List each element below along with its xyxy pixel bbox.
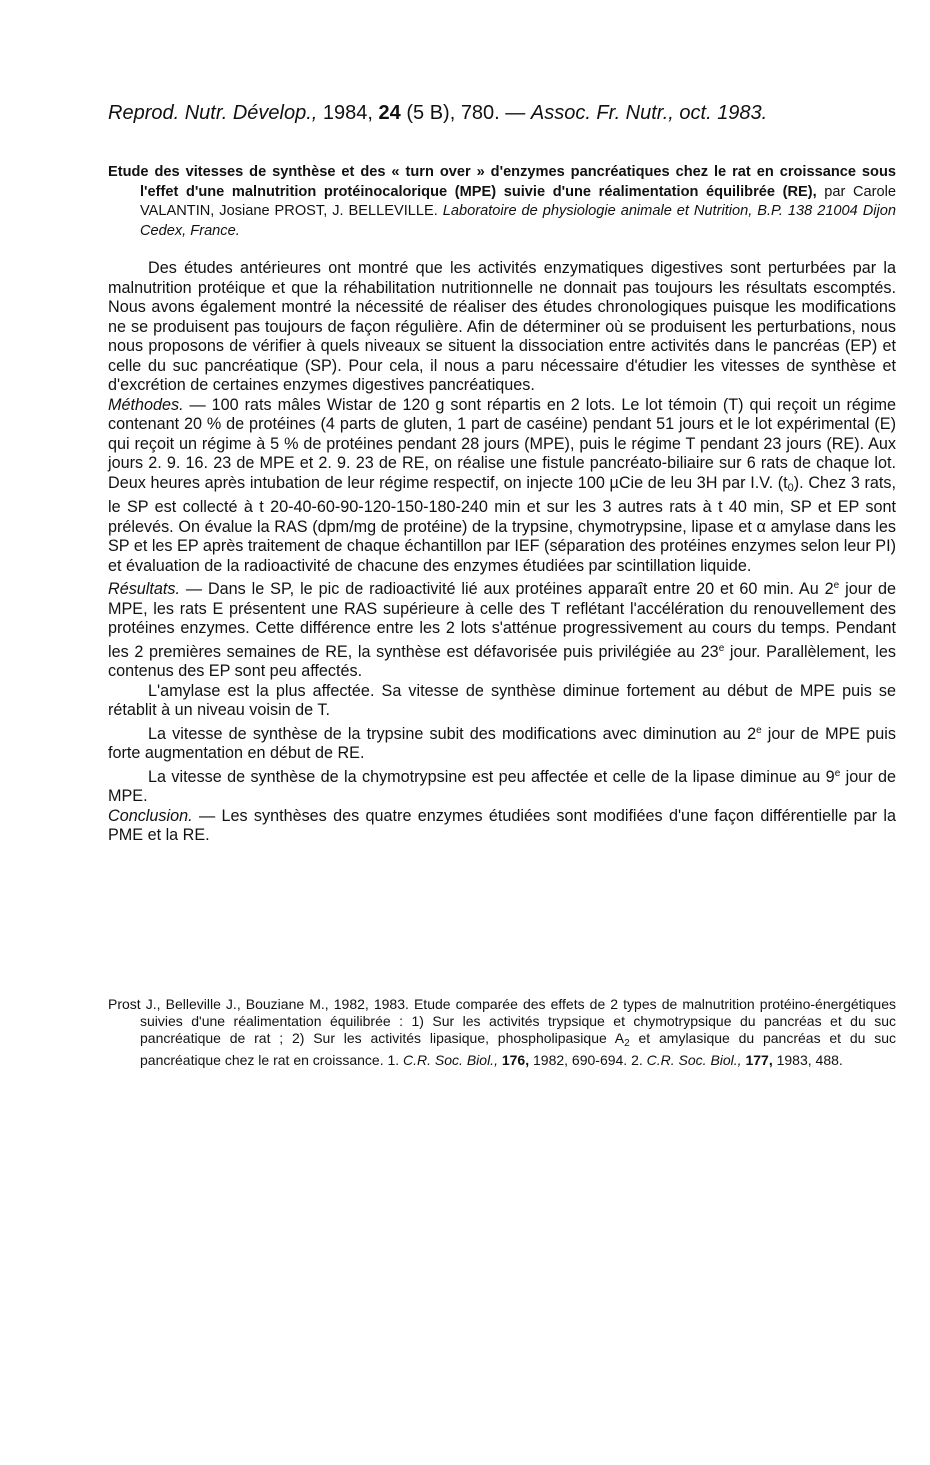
- abstract-authors: par Carole VALANTIN, Josiane PROST, J. BELLEVILLE.: [140, 183, 897, 219]
- ref-subscript: 2: [624, 1038, 630, 1049]
- journal-year: 1984,: [322, 102, 373, 124]
- results-sup-1: e: [833, 580, 840, 591]
- results-text-c: jour. Parallèlement, les contenus des EP sont peu affectés.: [108, 642, 896, 680]
- abstract-body: [108, 259, 896, 846]
- journal-source: Assoc. Fr. Nutr., oct. 1983.: [530, 102, 768, 124]
- results-paragraph: [108, 576, 896, 682]
- conclusion-text: — Les synthèses des quatre enzymes étudiées sont modifiées d'une façon différentielle par la PME et la RE.: [108, 806, 896, 844]
- abstract-header: [108, 163, 896, 241]
- methods-label: Méthodes.: [108, 395, 184, 414]
- methods-paragraph: [108, 396, 896, 577]
- chymo-text-a: La vitesse de synthèse de la chymotrypsine est peu affectée et celle de la lipase diminue au 9: [148, 767, 835, 786]
- results-label: Résultats.: [108, 580, 180, 598]
- journal-name: Reprod. Nutr. Dévelop.,: [108, 102, 318, 124]
- results-text-a: — Dans le SP, le pic de radioactivité lié aux protéines apparaît entre 20 et 60 min. Au 2: [185, 580, 834, 598]
- chymo-text-b: jour de MPE.: [108, 767, 896, 805]
- conclusion-label: Conclusion.: [108, 806, 193, 825]
- chymo-sup: e: [834, 767, 841, 779]
- ref-volume-2: 177,: [745, 1052, 773, 1068]
- trypsine-sup: e: [756, 724, 762, 736]
- methods-subscript: 0: [787, 481, 794, 494]
- journal-volume: 24: [378, 102, 401, 124]
- ref-volume-1: 176,: [501, 1052, 530, 1068]
- trypsine-text-a: La vitesse de synthèse de la trypsine subit des modifications avec diminution au 2: [148, 724, 757, 743]
- methods-text-b: ). Chez 3 rats, le SP est collecté à t 20-40-60-90-120-150-180-240 min et sur les 3 autres rats à t 40 min, SP et EP sont prélevés. On évalue la RAS (dpm/mg de protéine) de la trypsine, chymotrypsine, lipase et α amylase dans les SP et les EP après traitement de chaque échantillon par IEF (séparation des protéines enzymes selon leur PI) et évaluation de la radioactivité de chacune des enzymes étudiées par scintillation liquide.: [108, 473, 896, 575]
- journal-citation: [108, 100, 898, 126]
- conclusion-paragraph: [108, 807, 896, 846]
- journal-issue-pages: (5 B), 780. —: [406, 102, 526, 124]
- ref-pages-1: 1982, 690-694. 2.: [533, 1052, 643, 1068]
- results-sup-2: e: [718, 642, 725, 654]
- ref-text-a: Etude comparée des effets de 2 types de malnutrition protéino-énergétiques suivies d'une réalimentation équilibrée : 1) Sur les activités trypsique et chymotrypsique du pancréas et du suc pancréatique de rat ; 2) Sur les activités lipasique, phospholipasique A: [140, 996, 896, 1046]
- trypsine-text-b: jour de MPE puis forte augmentation en début de RE.: [108, 724, 896, 762]
- intro-paragraph: Des études antérieures ont montré que les activités enzymatiques digestives sont perturbées par la malnutrition protéique et que la réhabilitation nutritionnelle ne donnait pas toujours les résultats escomptés. Nous avons également montré la nécessité de réaliser des études chronologiques puisque les modifications ne se produisent pas toujours de façon régulière. Afin de déterminer où se produisent les perturbations, nous nous proposons de vérifier à quels niveaux se situent la dissociation entre activités dans le pancréas (EP) et celle du suc pancréatique (SP). Pour cela, il nous a paru nécessaire d'étudier les vitesses de synthèse et d'excrétion de certaines enzymes digestives pancréatiques.: [108, 259, 896, 394]
- amylase-paragraph: L'amylase est la plus affectée. Sa vitesse de synthèse diminue fortement au début de MPE puis se rétablit à un niveau voisin de T.: [108, 681, 896, 719]
- abstract-title: Etude des vitesses de synthèse et des « turn over » d'enzymes pancréatiques chez le rat en croissance sous l'effet d'une malnutrition protéinocalorique (MPE) suivie d'une réalimentation équilibrée (RE),: [108, 164, 896, 200]
- ref-journal-1: C.R. Soc. Biol.,: [403, 1052, 498, 1068]
- ref-journal-2: C.R. Soc. Biol.,: [646, 1052, 742, 1068]
- chymotrypsine-paragraph: [108, 764, 896, 807]
- ref-authors: Prost J., Belleville J., Bouziane M., 1982, 1983.: [108, 996, 409, 1012]
- results-text-b: jour de MPE, les rats E présentent une RAS supérieure à celle des T reflétant l'accélération du renouvellement des protéines enzymes. Cette différence entre les 2 lots s'atténue progressivement au cours du temps. Pendant les 2 premières semaines de RE, la synthèse est défavorisée puis privilégiée au 23: [108, 580, 896, 661]
- ref-text-b: et amylasique du pancréas et du suc pancréatique chez le rat en croissance. 1.: [140, 1030, 897, 1068]
- methods-text-a: — 100 rats mâles Wistar de 120 g sont répartis en 2 lots. Le lot témoin (T) qui reçoit un régime contenant 20 % de protéines (4 parts de gluten, 1 part de caséine) pendant 51 jours et le lot expérimental (E) qui reçoit un régime à 5 % de protéines pendant 28 jours (MPE), puis le régime T pendant 23 jours (RE). Aux jours 2. 9. 16. 23 de MPE et 2. 9. 23 de RE, on réalise une fistule pancréato-biliaire sur 6 rats de chaque lot. Deux heures après intubation de leur régime respectif, on injecte 100 µCie de leu 3H par I.V. (t: [108, 395, 897, 492]
- ref-pages-2: 1983, 488.: [776, 1052, 843, 1068]
- references: [108, 996, 896, 1069]
- abstract-affiliation: Laboratoire de physiologie animale et Nutrition, B.P. 138 21004 Dijon Cedex, France.: [140, 203, 896, 239]
- trypsine-paragraph: [108, 721, 896, 764]
